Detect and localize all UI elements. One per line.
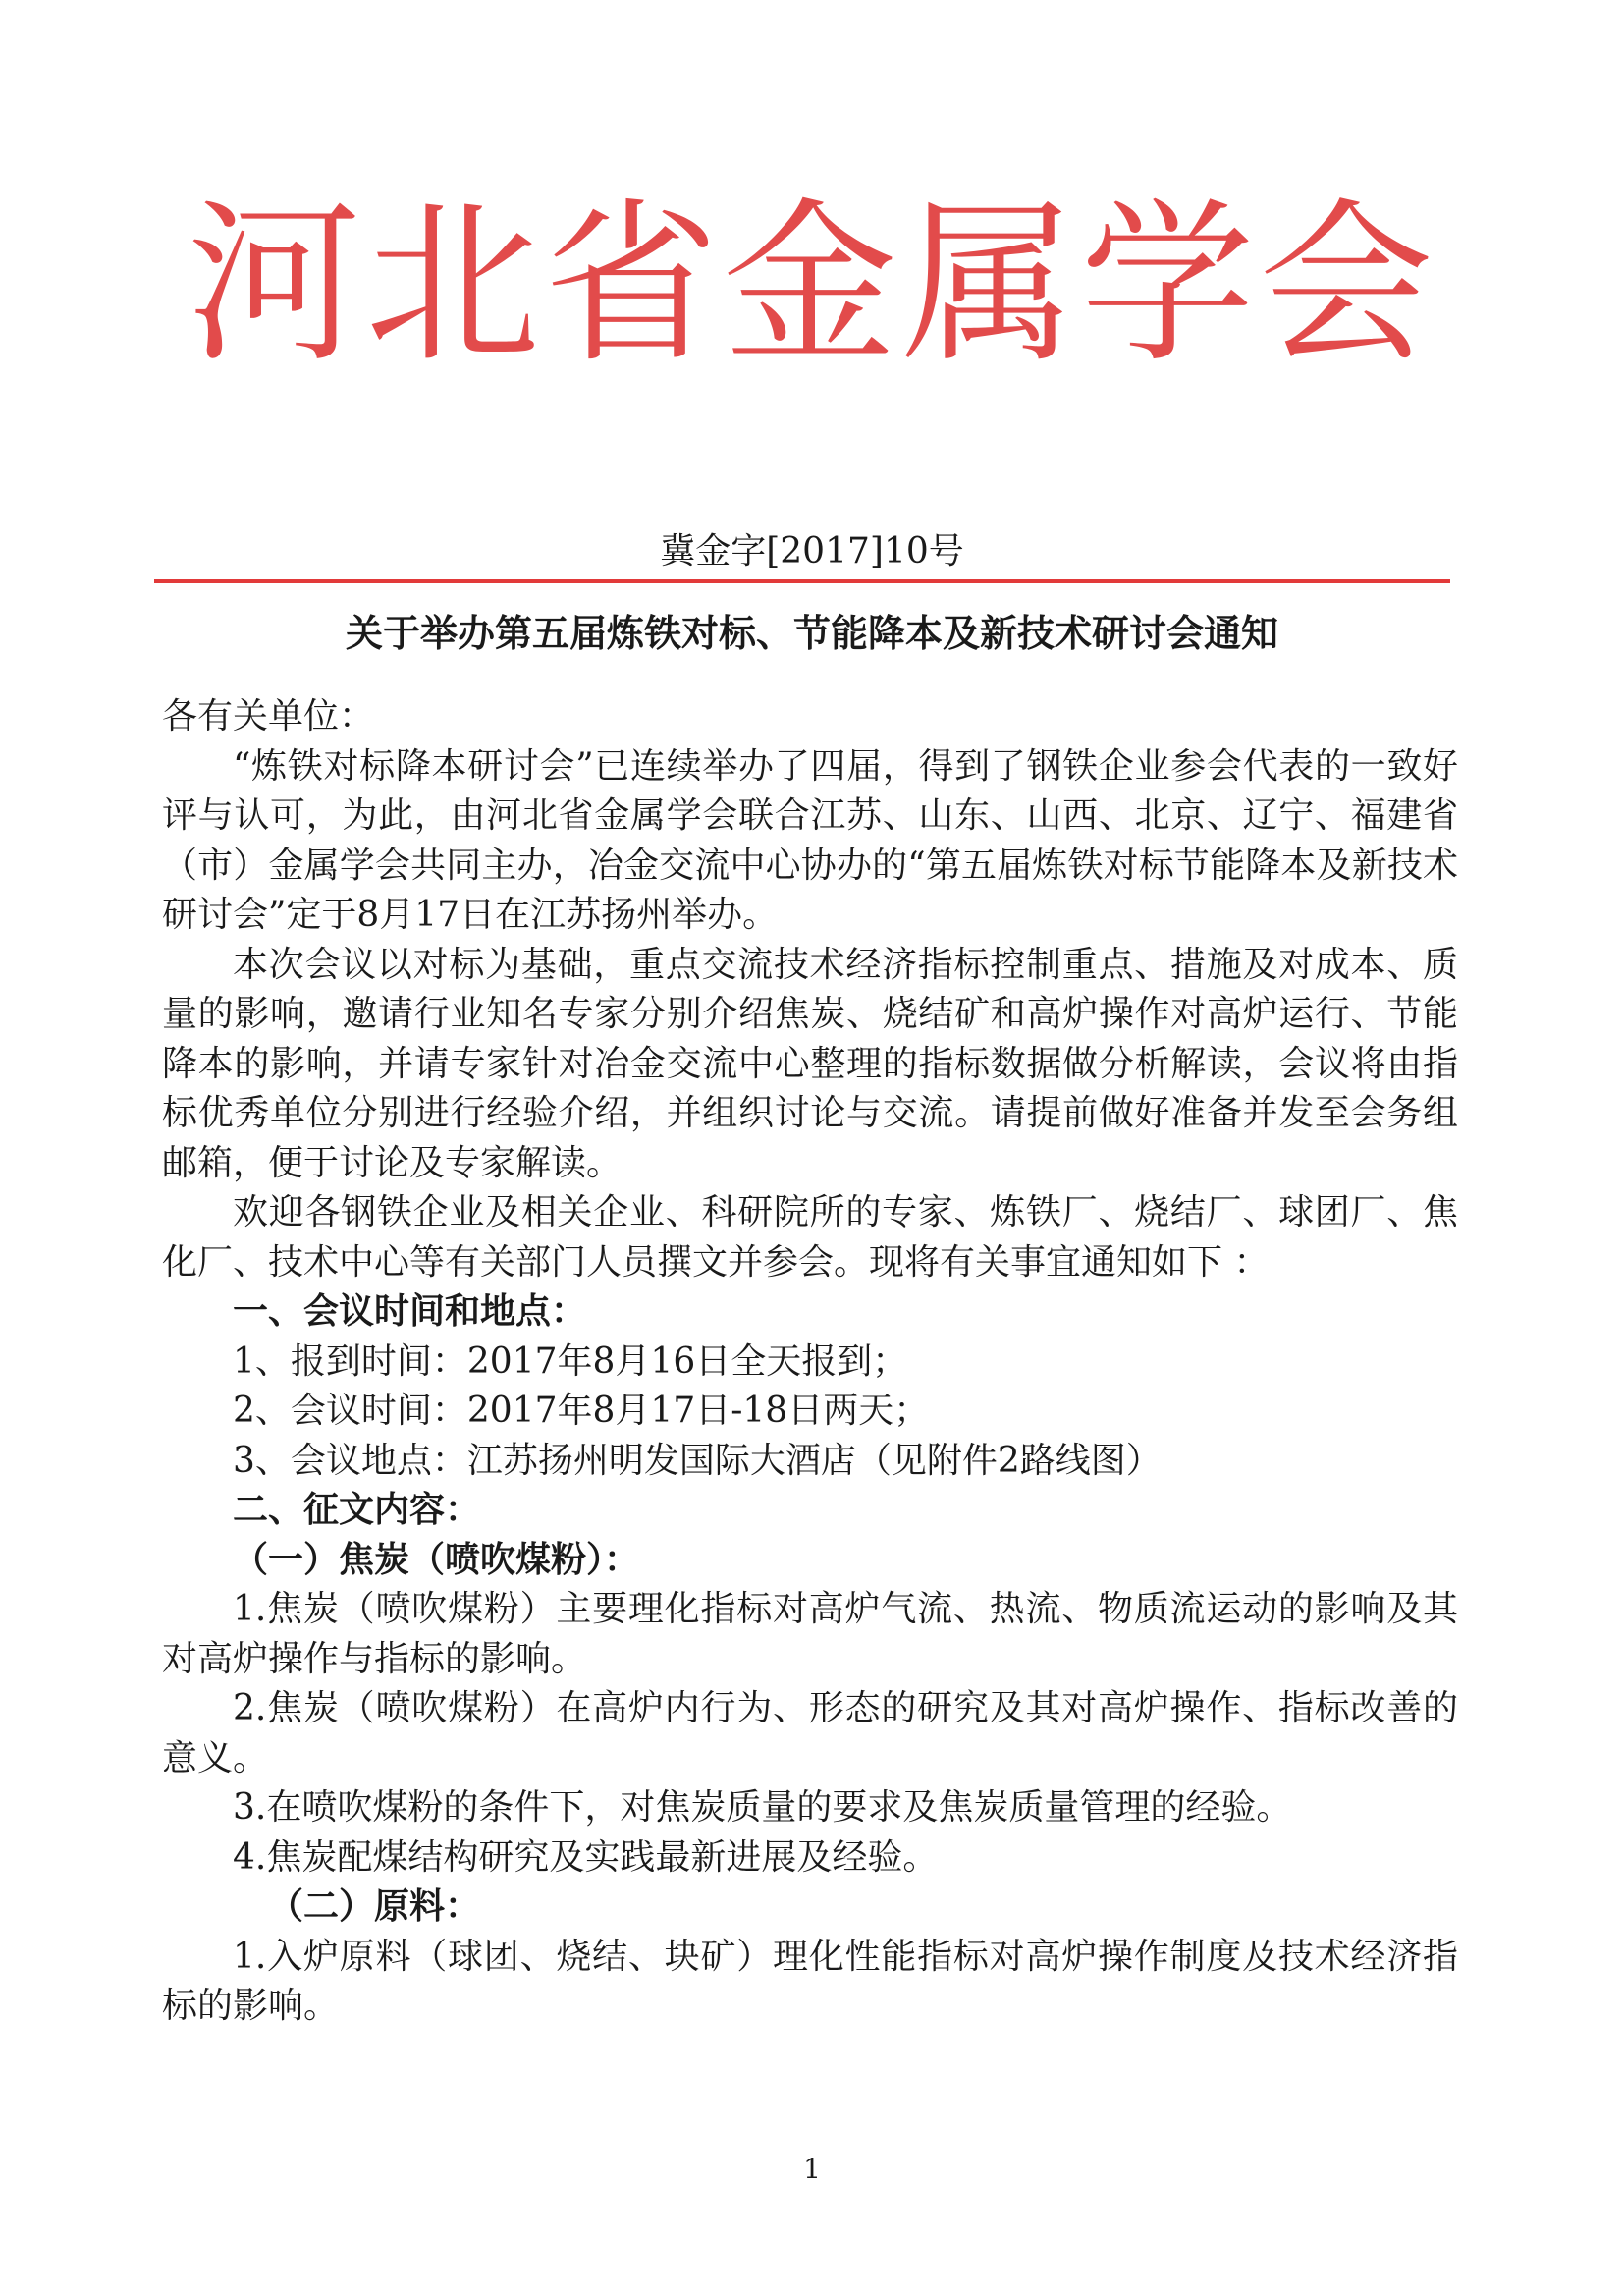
document-number: 冀金字[2017]10号 xyxy=(660,531,964,572)
header-divider xyxy=(154,579,1450,583)
list-item: 2.焦炭（喷吹煤粉）在高炉内行为、形态的研究及其对高炉操作、指标改善的意义。 xyxy=(162,1688,1458,1778)
list-item: 3.在喷吹煤粉的条件下，对焦炭质量的要求及焦炭质量管理的经验。 xyxy=(233,1787,1292,1828)
notice-title: 关于举办第五届炼铁对标、节能降本及新技术研讨会通知 xyxy=(345,612,1278,655)
subsection-heading: （一）焦炭（喷吹煤粉）： xyxy=(233,1539,640,1580)
list-item: 1.入炉原料（球团、烧结、块矿）理化性能指标对高炉操作制度及技术经济指标的影响。 xyxy=(162,1936,1458,2026)
salutation: 各有关单位： xyxy=(162,696,375,737)
list-item: 3、会议地点：江苏扬州明发国际大酒店（见附件2路线图） xyxy=(233,1440,1162,1481)
page-number: 1 xyxy=(803,2153,821,2185)
document-body xyxy=(162,692,1458,2032)
list-item: 4.焦炭配煤结构研究及实践最新进展及经验。 xyxy=(233,1836,939,1878)
org-letterhead-title: 河北省金属学会 xyxy=(187,183,1437,386)
list-item: 1.焦炭（喷吹煤粉）主要理化指标对高炉气流、热流、物质流运动的影响及其对高炉操作与指标的影响。 xyxy=(162,1589,1458,1679)
paragraph: 欢迎各钢铁企业及相关企业、科研院所的专家、炼铁厂、烧结厂、球团厂、焦化厂、技术中心等有关部门人员撰文并参会。现将有关事宜通知如下 ： xyxy=(162,1192,1458,1283)
list-item: 1、报到时间：2017年8月16日全天报到； xyxy=(233,1340,908,1382)
section-heading: 二、征文内容： xyxy=(233,1490,481,1530)
paragraph: 本次会议以对标为基础，重点交流技术经济指标控制重点、措施及对成本、质量的影响，邀请行业知名专家分别介绍焦炭、烧结矿和高炉操作对高炉运行、节能降本的影响，并请专家针对冶金交流中心整理的指标数据做分析解读，会议将由指标优秀单位分别进行经验介绍，并组织讨论与交流。请提前做好准备并发至会务组邮箱，便于讨论及专家解读。 xyxy=(162,944,1458,1183)
subsection-heading: （二）原料： xyxy=(268,1886,481,1927)
section-heading: 一、会议时间和地点： xyxy=(233,1291,587,1332)
list-item: 2、会议时间：2017年8月17日-18日两天； xyxy=(233,1391,930,1431)
paragraph: “炼铁对标降本研讨会”已连续举办了四届，得到了钢铁企业参会代表的一致好评与认可，为此，由河北省金属学会联合江苏、山东、山西、北京、辽宁、福建省（市）金属学会共同主办，冶金交流中心协办的“第五届炼铁对标节能降本及新技术研讨会”定于8月17日在江苏扬州举办。 xyxy=(162,745,1458,935)
